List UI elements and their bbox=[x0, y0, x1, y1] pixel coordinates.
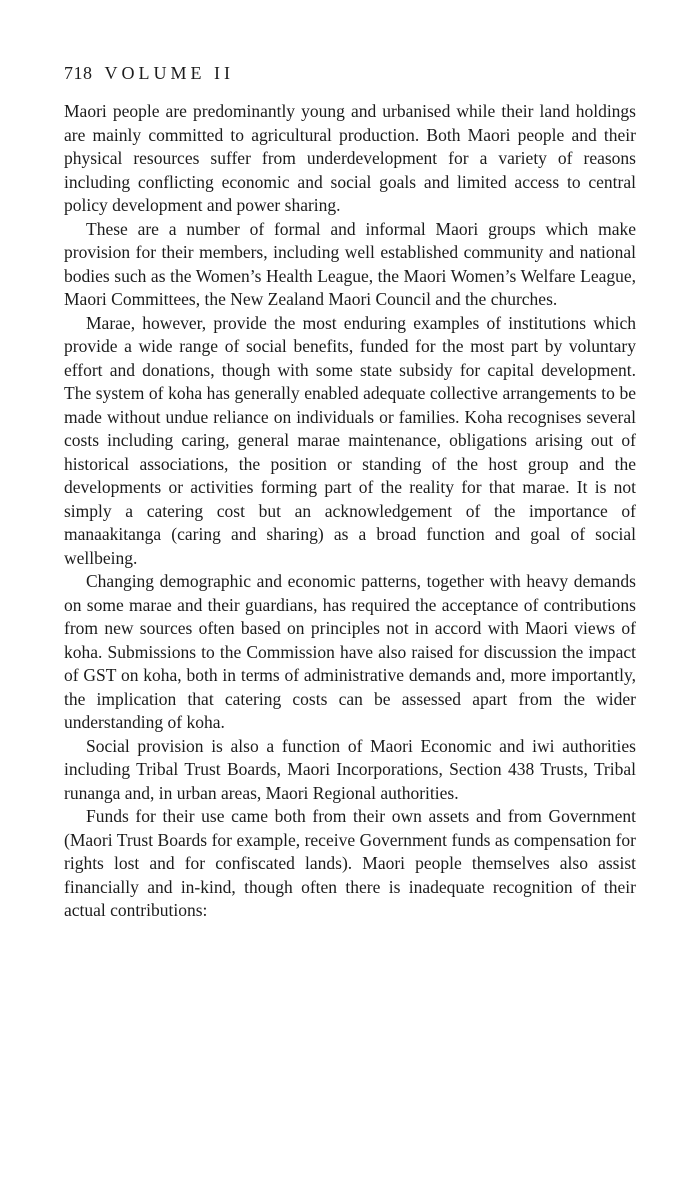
document-page bbox=[64, 60, 636, 923]
paragraph-3: Marae, however, provide the most enduring examples of institutions which provide a wide range of social benefits, funded for the most part by voluntary effort and donations, though with some state subsidy for capital development. The system of koha has generally enabled adequate collective arrangements to be made without undue reliance on individuals or families. Koha recognises several costs including caring, general marae maintenance, obligations arising out of historical associations, the position or standing of the host group and the developments or activities forming part of the reality for that marae. It is not simply a catering cost but an acknowledgement of the importance of manaakitanga (caring and sharing) as a broad function and goal of social wellbeing. bbox=[64, 312, 636, 568]
page-number: 718 bbox=[64, 63, 93, 83]
paragraph-1: Maori people are predominantly young and urbanised while their land holdings are mainly committed to agricultural production. Both Maori people and their physical resources suffer from underdevelopment for a variety of reasons including conflicting economic and social goals and limited access to central policy development and power sharing. bbox=[64, 101, 636, 215]
paragraph-4: Changing demographic and economic patterns, together with heavy demands on some marae and their guardians, has required the acceptance of contributions from new sources often based on principles not in accord with Maori views of koha. Submissions to the Commission have also raised for discussion the impact of GST on koha, both in terms of administrative demands and, more importantly, the implication that catering costs can be assessed apart from the wider understanding of koha. bbox=[64, 571, 636, 732]
paragraph-6: Funds for their use came both from their own assets and from Government (Maori Trust Boards for example, receive Government funds as compensation for rights lost and for confiscated lands). Maori people themselves also assist financially and in-kind, though often there is inadequate recognition of their actual contributions: bbox=[64, 806, 636, 920]
running-head bbox=[64, 60, 636, 86]
paragraph-5: Social provision is also a function of Maori Economic and iwi authorities including Tribal Trust Boards, Maori Incorporations, Section 438 Trusts, Tribal runanga and, in urban areas, Maori Regional authorities. bbox=[64, 735, 636, 803]
volume-label: VOLUME II bbox=[104, 63, 234, 83]
paragraph-2: These are a number of formal and informal Maori groups which make provision for their members, including well established community and national bodies such as the Women’s Health League, the Maori Women’s Welfare League, Maori Committees, the New Zealand Maori Council and the churches. bbox=[64, 218, 636, 309]
body-text bbox=[64, 100, 636, 923]
